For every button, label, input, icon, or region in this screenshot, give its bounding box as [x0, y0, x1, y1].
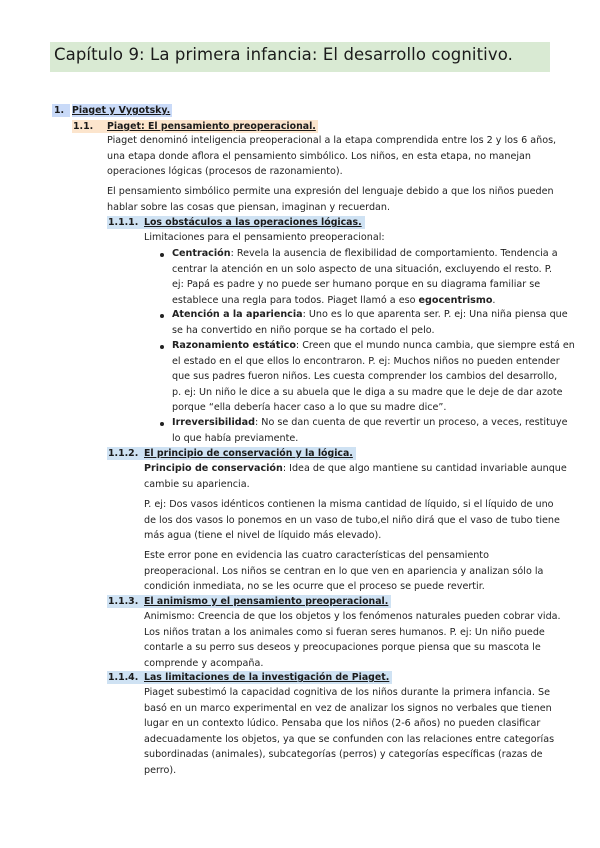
text-line: El pensamiento simbólico permite una expresión del lenguaje debido a que los niños pueden — [107, 186, 554, 197]
bullet-icon — [160, 422, 164, 426]
text-line: comprende y acompaña. — [144, 657, 264, 669]
text-line: P. ej: Dos vasos idénticos contienen la misma cantidad de líquido, si el líquido de uno — [144, 499, 554, 510]
text-line: centrar la atención en un solo aspecto de una situación, excluyendo el resto. P. — [172, 263, 553, 275]
text-line: una etapa donde aflora el pensamiento simbólico. Los niños, en esta etapa, no manejan — [107, 150, 531, 162]
term-bold: Razonamiento estático — [172, 340, 296, 351]
text-line: Los niños tratan a los animales como si fueran seres humanos. P. ej: Un niño puede — [144, 626, 545, 638]
page-title: Capítulo 9: La primera infancia: El desarrollo cognitivo. — [54, 45, 513, 64]
text-line: más agua (tiene el nivel de líquido más elevado). — [144, 530, 382, 542]
subsubsection-heading: Los obstáculos a las operaciones lógicas. — [144, 216, 365, 229]
subsubsection-number: 1.1.2. — [107, 447, 147, 460]
paragraph — [144, 609, 561, 671]
bullet-icon — [160, 314, 164, 318]
list-item — [172, 307, 568, 338]
text-line: adecuadamente los objetos, ya que se confunden con las relaciones entre categorías — [144, 733, 555, 745]
text-line: Animismo: Creencia de que los objetos y los fenómenos naturales pueden cobrar vida. — [144, 611, 561, 622]
term-bold: Centración — [172, 248, 231, 259]
section-number: 1. — [52, 104, 70, 117]
subsubsection-number: 1.1.1. — [107, 216, 147, 229]
subsubsection-number: 1.1.4. — [107, 671, 147, 684]
text-line: perro). — [144, 764, 177, 776]
text-line: ej: Papá es padre y no puede ser humano porque en su diagrama familiar se — [172, 279, 541, 291]
text-line: Este error pone en evidencia las cuatro características del pensamiento — [144, 550, 489, 561]
text-line: condición inmediata, no se les ocurre que el proceso se puede revertir. — [144, 581, 485, 593]
subsection-heading: Piaget: El pensamiento preoperacional. — [107, 121, 316, 132]
text-span: : Creen que el mundo nunca cambia, que siempre está en — [295, 340, 575, 351]
subsubsection-heading: El animismo y el pensamiento preoperacional. — [144, 595, 391, 608]
text-line: subordinadas (animales), subcategorías (perros) y categorías específicas (razas de — [144, 749, 543, 761]
paragraph — [107, 133, 556, 180]
text-line: operaciones lógicas (procesos de razonamiento). — [107, 166, 343, 178]
text-line: cambie su apariencia. — [144, 478, 250, 490]
text-line: Piaget denominó inteligencia preoperacional a la etapa comprendida entre los 2 y los 6 años, — [107, 135, 557, 146]
subsubsection-heading: Las limitaciones de la investigación de Piaget. — [144, 671, 392, 684]
text-line: basó en un marco experimental en vez de analizar los signos no verbales que tienen — [144, 702, 552, 714]
text-line: lugar en un contexto lúdico. Pensaba que los niños (2-6 años) no pueden clasificar — [144, 718, 541, 730]
text-line: Piaget subestimó la capacidad cognitiva de los niños durante la primera infancia. Se — [144, 687, 551, 698]
text-span: : Idea de que algo mantiene su cantidad invariable aunque — [282, 463, 567, 474]
text-span: : Uno es lo que aparenta ser. P. ej: Una niña piensa que — [302, 309, 568, 320]
text-line: que sus padres fueron niños. Les cuesta comprender los cambios del desarrollo, — [172, 371, 558, 383]
text-span: . — [492, 294, 496, 306]
bullet-icon — [160, 253, 164, 257]
text-line: p. ej: Un niño le dice a su abuela que le diga a su madre que le deje de dar azote — [172, 386, 563, 398]
text-span: : No se dan cuenta de que revertir un proceso, a veces, restituye — [254, 417, 568, 428]
subsection-number: 1.1. — [72, 120, 113, 133]
text-line: de los dos vasos lo ponemos en un vaso de tubo,el niño dirá que el vaso de tubo tiene — [144, 514, 560, 526]
term-bold: Principio de conservación — [144, 463, 283, 474]
paragraph — [144, 548, 543, 595]
subsubsection-heading: El principio de conservación y la lógica. — [144, 447, 356, 460]
text-span: : Revela la ausencia de flexibilidad de comportamiento. Tendencia a — [230, 248, 558, 259]
text-line: preoperacional. Los niños se centran en lo que ven en apariencia y analizan sólo la — [144, 565, 544, 577]
section-heading: Piaget y Vygotsky. — [72, 105, 171, 116]
text-line: el estado en el que ellos lo encontraron. P. ej: Muchos niños no pueden entender — [172, 355, 560, 367]
subsubsection-number: 1.1.3. — [107, 595, 147, 608]
paragraph — [107, 184, 554, 215]
list-item — [172, 415, 568, 446]
paragraph — [144, 497, 560, 544]
list-item — [172, 246, 558, 308]
text-line: lo que había previamente. — [172, 432, 299, 444]
text-line: porque “ella debería hacer caso a lo que su madre dice”. — [172, 402, 447, 414]
list-item — [172, 338, 575, 416]
bullet-icon — [160, 345, 164, 349]
term-bold: egocentrismo — [418, 294, 493, 306]
text-line: hablar sobre las cosas que piensan, imaginan y recuerdan. — [107, 201, 391, 213]
list-intro: Limitaciones para el pensamiento preoperacional: — [144, 232, 385, 243]
text-span: establece una regla para todos. Piaget llamó a eso — [172, 294, 419, 306]
paragraph — [144, 685, 554, 779]
text-line: se ha convertido en niño porque se ha cortado el pelo. — [172, 324, 435, 336]
paragraph — [144, 461, 567, 492]
term-bold: Irreversibilidad — [172, 417, 255, 428]
text-line: contarle a su perro sus deseos y preocupaciones porque piensa que su mascota le — [144, 642, 541, 654]
term-bold: Atención a la apariencia — [172, 309, 303, 320]
